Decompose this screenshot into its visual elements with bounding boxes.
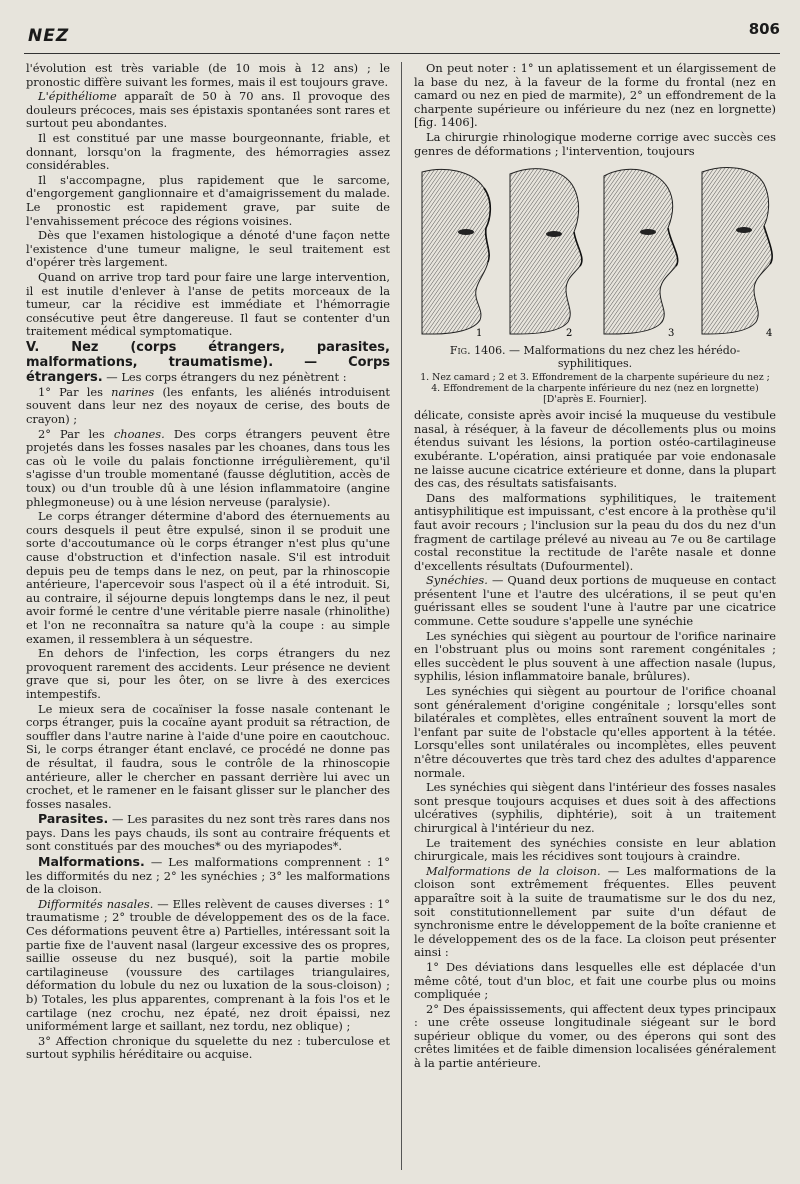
italic-term: L'épithéliome <box>38 89 117 104</box>
figure-label-3: 3 <box>668 328 675 340</box>
paragraph <box>26 132 390 173</box>
paragraph-text: Le corps étranger détermine d'abord des éternuements au cours desquels il peut être expulsé, sinon il se produit une sorte d'accoutumance où le corps étranger n'est plus qu'une cause d'obstruction et d'infection nasale. S'il est introduit depuis peu de temps dans le nez, on peut, par la rhinoscopie antérieure, l'apercevoir sous l'aspect où il a été introduit. Si, au contraire, il séjourne depuis longtemps dans le nez, il peut avoir formé le centre d'une véritable pierre nasale (rhinolithe) et l'on ne reconnaîtra sa nature qu'à la coupe : au simple examen, il ressemblera à un séquestre. <box>26 509 390 646</box>
paragraph <box>414 1003 776 1071</box>
paragraph <box>414 837 776 864</box>
italic-term: Synéchies. <box>426 573 488 588</box>
paragraph <box>26 703 390 812</box>
nose-profiles-illustration <box>414 162 776 340</box>
figure-caption-text: — Malformations du nez chez les hérédo-syphilitiques. <box>505 344 741 371</box>
right-column-top <box>414 62 776 158</box>
paragraph <box>414 630 776 684</box>
profile-2 <box>510 169 582 334</box>
paragraph-text: Il s'accompagne, plus rapidement que le sarcome, d'engorgement ganglionnaire et d'amaigrissement du malade. Le pronostic est rapidement grave, par suite de l'envahissement précoce des régions voisines. <box>26 172 390 228</box>
figure-label-4: 4 <box>766 328 773 340</box>
subsection-heading: Parasites. <box>38 811 109 827</box>
paragraph <box>26 229 390 270</box>
paragraph-text: Le traitement des synéchies consiste en leur ablation chirurgicale, mais les récidives sont toujours à craindre. <box>414 835 776 864</box>
paragraph-text: Le mieux sera de cocaïniser la fosse nasale contenant le corps étranger, puis la cocaïne ayant produit sa rétraction, de souffler dans l'autre narine à l'aide d'une poire en caoutchouc. Si, le corps étranger étant enclavé, ce procédé ne donne pas de résultat, il faudra, sous le contrôle de la rhinoscopie antérieure, aller le chercher en passant derrière lui avec un crochet, et le ramener en le faisant glisser sur le plancher des fosses nasales. <box>26 701 390 811</box>
paragraph <box>26 90 390 131</box>
paragraph <box>414 961 776 1002</box>
paragraph <box>414 131 776 158</box>
right-column <box>414 62 776 1174</box>
paragraph-text: (les enfants, les aliénés introduisent souvent dans leur nez des noyaux de cerise, des bouts de crayon) ; <box>26 384 390 427</box>
paragraph-text: Les synéchies qui siègent au pourtour de l'orifice choanal sont généralement d'origine congénitale ; lorsqu'elles sont bilatérales et complètes, elles entraînent souvent la mort de l'enfant par suite de l'obstacle qu'elles apportent à la tétée. Lorsqu'elles sont unilatérales ou incomplètes, elles peuvent n'être découvertes que très tard chez des adultes d'apparence normale. <box>414 684 776 780</box>
paragraph <box>26 510 390 646</box>
paragraph-text: Il est constitué par une masse bourgeonnante, friable, et donnant, lorsqu'on la fragmente, des hémorragies assez considérables. <box>26 130 390 173</box>
paragraph-text: On peut noter : 1° un aplatissement et un élargissement de la base du nez, à la faveur de la forme du frontal (nez en camard ou nez en pied de marmite), 2° un effondrement de la charpente supérieure ou inférieure du nez (nez en lorgnette) [fig. 1406]. <box>414 62 776 130</box>
paragraph <box>26 62 390 89</box>
paragraph <box>414 781 776 835</box>
section-heading-paragraph <box>26 340 390 385</box>
paragraph <box>414 492 776 574</box>
paragraph <box>414 62 776 130</box>
left-column <box>26 62 390 1174</box>
column-divider <box>401 62 402 1170</box>
section-heading: V. Nez (corps étrangers, parasites, malformations, traumatisme). — Corps étrangers. <box>26 339 390 385</box>
subsection-heading: Malformations. <box>38 854 145 870</box>
figure-label-1: 1 <box>476 328 483 340</box>
paragraph-text: En dehors de l'infection, les corps étrangers du nez provoquent rarement des accidents. Leur présence ne devient grave que si, pour les ôter, on se livre à des exercices intempestifs. <box>26 646 390 701</box>
paragraph-text: — Les malformations comprennent : 1° les difformités du nez ; 2° les synéchies ; 3° les malformations de la cloison. <box>26 855 390 897</box>
paragraph <box>26 647 390 701</box>
paragraph <box>414 574 776 628</box>
paragraph-text: délicate, consiste après avoir incisé la muqueuse du vestibule nasal, à réséquer, à la faveur de décollements plus ou moins étendus suivant les lésions, la portion ostéo-cartilagineuse exubérante. L'opération, ainsi pratiquée par voie endonasale ne laisse aucune cicatrice extérieure et donne, dans la plupart des cas, des résultats satisfaisants. <box>414 408 776 491</box>
profile-1 <box>422 170 490 335</box>
paragraph-text: — Les corps étrangers du nez pénètrent : <box>102 369 347 384</box>
profile-3 <box>604 169 678 334</box>
paragraph-text: apparaît de 50 à 70 ans. Il provoque des douleurs précoces, mais ses épistaxis spontanées sont rares et surtout peu abondantes. <box>26 89 390 131</box>
profile-4 <box>702 168 772 334</box>
figure-1406 <box>414 162 776 405</box>
paragraph <box>414 865 776 960</box>
paragraph-text: — Les parasites du nez sont très rares dans nos pays. Dans les pays chauds, ils sont au contraire fréquents et sont constitués par des mouches* ou des myriapodes*. <box>26 812 390 854</box>
paragraph-text: Quand on arrive trop tard pour faire une large intervention, il est inutile d'enlever à l'anse de petits morceaux de la tumeur, car la récidive est immédiate et l'hémorragie consécutive peut être dangereuse. Il faut se contenter d'un traitement médical symptomatique. <box>26 269 390 339</box>
paragraph-text: l'évolution est très variable (de 10 mois à 12 ans) ; le pronostic diffère suivant les formes, mais il est toujours grave. <box>26 62 390 89</box>
figure-label-2: 2 <box>566 328 573 340</box>
right-column-bottom <box>414 409 776 1071</box>
paragraph-text: 3° Affection chronique du squelette du nez : tuberculose et surtout syphilis héréditaire ou acquise. <box>26 1033 390 1062</box>
paragraph <box>26 271 390 339</box>
paragraph-prefix: 2° Par les <box>38 426 114 441</box>
paragraph <box>26 1035 390 1062</box>
paragraph-text: La chirurgie rhinologique moderne corrige avec succès ces genres de déformations ; l'intervention, toujours <box>414 129 776 158</box>
running-head: NEZ <box>28 26 70 46</box>
italic-term: Difformités nasales. <box>38 896 154 911</box>
paragraph-text: — Les malformations de la cloison sont extrêmement fréquentes. Elles peuvent apparaître soit à la suite de traumatisme sur le dos du nez, soit constitutionnellement par suite d'un défaut de synchronisme entre le développement de la boîte cranienne et le développement des os de la face. La cloison peut présenter ainsi : <box>414 863 776 960</box>
italic-term: narines <box>111 384 155 399</box>
paragraph <box>26 174 390 228</box>
paragraph-prefix: 1° Par les <box>38 384 112 399</box>
figure-number: Fig. 1406. <box>449 344 506 358</box>
page-header <box>24 18 780 54</box>
paragraph <box>414 685 776 780</box>
figure-legend: 1. Nez camard ; 2 et 3. Effondrement de la charpente supérieure du nez ; 4. Effondrement de la charpente inférieure du nez (nez en lorgnette) [D'après E. Fournier]. <box>420 372 770 406</box>
page-number: 806 <box>748 20 780 38</box>
paragraph <box>414 409 776 491</box>
paragraph-text: Des corps étrangers peuvent être projetés dans les fosses nasales par les choanes, dans tous les cas où le voile du palais fonctionne irrégulièrement, qu'il s'agisse d'un trouble momentané (fausse déglutition, accès de toux) ou d'un trouble dû à une lésion inflammatoire (angine phlegmoneuse) ou à une lésion nerveuse (paralysie). <box>26 426 390 509</box>
italic-term: choanes. <box>113 426 165 441</box>
paragraph-text: — Elles relèvent de causes diverses : 1° traumatisme ; 2° trouble de développement des os de la face. Ces déformations peuvent être a) Partielles, intéressant soit la partie fixe de l'auvent nasal (largeur excessive des os propres, saillie osseuse du nez busqué), soit la partie mobile cartilagineuse (voussure des cartilages triangulaires, déformation du lobule du nez ou luxation de la sous-cloison) ; b) Totales, les plus apparentes, comprenant à la fois l'os et le cartilage (nez crochu, nez épaté, nez droit épaissi, nez uniformément large et saillant, nez tordu, nez oblique) ; <box>26 896 390 1034</box>
paragraph <box>26 428 390 510</box>
paragraph-text: 2° Des épaississements, qui affectent deux types principaux : une crête osseuse longitudinale siégeant sur le bord supérieur oblique du vomer, ou des éperons qui sont des crêtes limitées et de faible dimension localisées généralement à la partie antérieure. <box>414 1001 776 1071</box>
italic-term: Malformations de la cloison. <box>426 863 601 878</box>
paragraph-text: — Quand deux portions de muqueuse en contact présentent l'une et l'autre des ulcérations, il se peut qu'en guérissant elles se soudent l'une à l'autre par une cicatrice commune. Cette soudure s'appelle une synéchie <box>414 573 776 629</box>
figure-caption <box>414 344 776 370</box>
subsection-paragraph <box>26 855 390 897</box>
paragraph-text: Les synéchies qui siègent au pourtour de l'orifice narinaire en l'obstruant plus ou moins sont rarement congénitales ; elles succèdent le plus souvent à une affection nasale (lupus, syphilis, lésion inflammatoire banale, brûlures). <box>414 628 776 684</box>
paragraph-text: Dès que l'examen histologique a dénoté d'une façon nette l'existence d'une tumeur maligne, le seul traitement est d'opérer très largement. <box>26 228 390 270</box>
paragraph <box>26 386 390 427</box>
paragraph-text: Dans des malformations syphilitiques, le traitement antisyphilitique est impuissant, c'est encore à la prothèse qu'il faut avoir recours ; l'inclusion sur la peau du dos du nez d'un fragment de cartilage prélevé au niveau au 7e ou 8e cartilage costal reconstitue la rectitude de l'arête nasale et donne d'excellents résultats (Dufourmentel). <box>414 490 776 573</box>
paragraph-text: 1° Des déviations dans lesquelles elle est déplacée d'un même côté, tout d'un bloc, et fait une courbe plus ou moins compliquée ; <box>414 959 776 1002</box>
paragraph-text: Les synéchies qui siègent dans l'intérieur des fosses nasales sont presque toujours acquises et dues soit à des affections ulcératives (syphilis, diphtérie), soit à un traitement chirurgical à l'intérieur du nez. <box>414 780 776 835</box>
subsection-paragraph <box>26 812 390 854</box>
paragraph <box>26 898 390 1034</box>
